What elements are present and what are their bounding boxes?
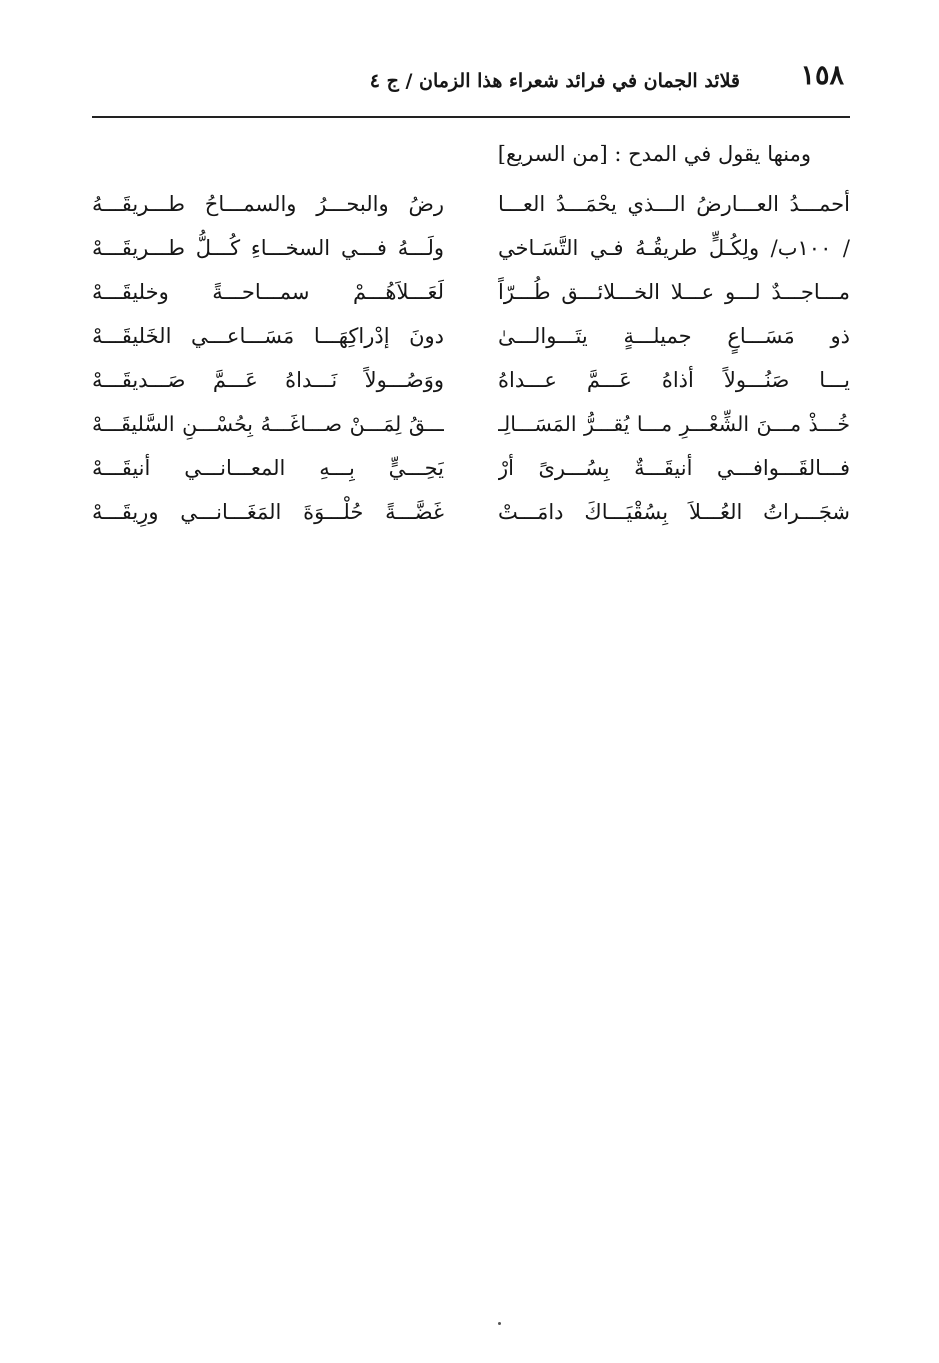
verse-second-hemistich: ولَـــهُ فـــي السخـــاءِ كُـــلُّ طـــريقَـــهْ [92,236,444,260]
poem-intro: ومنها يقول في المدح : [من السريع] [497,142,811,166]
verse-first-hemistich: / ١٠٠ب/ ولِكُـلٍّ طريقُـهُ فـي التَّسَـاخي [498,236,850,260]
page-header [92,58,850,108]
verse-second-hemistich: ـــقُ لِمَـــنْ صـــاغَـــهُ بِحُسْـــنِ السَّليقَـــهْ [92,412,444,436]
running-title: قلائد الجمان في فرائد شعراء هذا الزمان / ج ٤ [369,70,740,92]
scan-speck [498,1322,501,1325]
verse [92,314,850,358]
verse-first-hemistich: مـــاجـــدٌ لـــو عـــلا الخـــلائـــق طُـــرّاً [498,280,850,304]
header-divider [92,116,850,118]
verse-second-hemistich: ووَصُـــولاً نَـــداهُ عَـــمَّ صَـــديقَـــهْ [92,368,444,392]
verse-first-hemistich: شجَـــراتُ العُـــلاَ بِسُقْيَـــاكَ دامَـــتْ [498,500,850,524]
poem [92,182,850,534]
verse-first-hemistich: فـــالقَـــوافـــي أنيقَـــةٌ بِسُـــرىً أرْ [498,456,850,480]
verse-first-hemistich: أحمـــدُ العـــارضُ الـــذي يحْمَـــدُ العـــا [498,192,850,216]
verse [92,182,850,226]
verse [92,358,850,402]
page-number: ١٥٨ [800,60,844,91]
verse [92,490,850,534]
verse [92,226,850,270]
verse-second-hemistich: غَضَّـــةً حُلْـــوَةَ المَغَـــانـــي ورِيقَـــهْ [92,500,444,524]
verse-second-hemistich: رضُ والبحـــرُ والسمـــاحُ طـــريقَـــهُ [92,192,444,216]
verse [92,402,850,446]
verse-second-hemistich: يَحِـــيٍّ بِـــهِ المعـــانـــي أنيقَـــهْ [92,456,444,480]
verse-first-hemistich: ذو مَسَـــاعٍ جميلـــةٍ يتَـــوالـــىٰ [498,324,850,348]
verse [92,446,850,490]
verse-second-hemistich: دونَ إدْراكِهَـــا مَسَـــاعـــي الخَليقَـــهْ [92,324,444,348]
verse-first-hemistich: يـــا صَنُـــولاً أذاهُ عَـــمَّ عـــداهُ [498,368,850,392]
verse [92,270,850,314]
verse-first-hemistich: خُـــذْ مـــنَ الشِّعْـــرِ مـــا يُقـــرُّ المَسَـــالِـ [498,412,850,436]
verse-second-hemistich: لَعَـــلاَهُـــمْ سمـــاحـــةً وخليقَـــهْ [92,280,444,304]
